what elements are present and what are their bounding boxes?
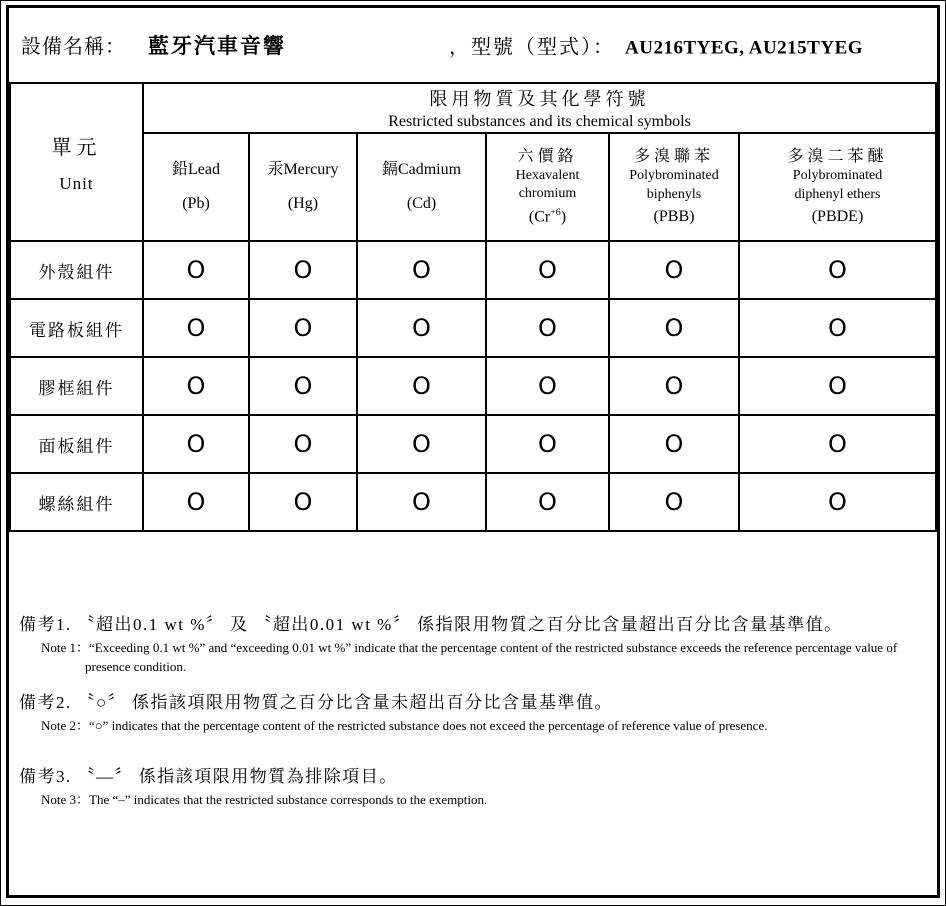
component-label: 螺絲組件 [10,473,143,531]
restricted-substances-header-cell [143,83,936,133]
component-label: 面板組件 [10,415,143,473]
component-label: 外殼組件 [10,241,143,299]
table-row [10,241,936,299]
substance-mark: O [357,299,486,357]
note-2 [19,688,927,736]
substance-mark: O [357,357,486,415]
substance-mark: O [143,241,249,299]
note-3-zh: 備考3. 〝—〞 係指該項限用物質為排除項目。 [19,766,398,786]
rohs-substances-table [9,82,937,532]
substance-mark: O [739,299,936,357]
substance-name-zh: 鎘Cadmium [381,161,462,178]
unit-header-zh: 單元 [51,136,102,159]
substance-mark: O [357,241,486,299]
model-value: AU216TYEG, AU215TYEG [625,37,864,59]
substance-header-lead [143,133,249,241]
notes-section [9,532,937,809]
table-row [10,357,936,415]
substance-mark: O [609,299,739,357]
substance-header-pbde [739,133,936,241]
component-label: 膠框組件 [10,357,143,415]
substance-mark: O [357,473,486,531]
substance-symbol: (Cd) [406,194,437,212]
substance-mark: O [143,473,249,531]
note-1-en: Note 1：“Exceeding 0.1 wt %” and “exceeding 0.01 wt %” indicate that the percentage content of the restricted substance exceeds the reference percentage value of presence condition. [41,640,898,674]
substance-mark: O [486,357,609,415]
note-3 [19,762,927,810]
device-name-label: 設備名稱： [21,36,126,58]
document-header [9,8,937,82]
model-row [449,31,863,60]
substance-mark: O [609,415,739,473]
substance-symbol: (PBDE) [811,207,864,225]
substance-name-zh: 多溴二苯醚 [787,147,888,165]
note-2-zh: 備考2. 〝○〞 係指該項限用物質之百分比含量未超出百分比含量基準值。 [19,692,614,712]
device-name-value: 藍牙汽車音響 [148,34,286,58]
device-name-row [21,30,286,60]
substance-mark: O [739,357,936,415]
unit-header-en: Unit [59,173,94,193]
substance-name-en: biphenyls [646,186,702,202]
substance-name-zh: 多溴聯苯 [633,147,714,165]
substance-mark: O [609,357,739,415]
table-row [10,415,936,473]
substance-name-zh: 六價鉻 [517,147,578,165]
substance-header-mercury [249,133,357,241]
note-1-zh: 備考1. 〝超出0.1 wt %〞 及 〝超出0.01 wt %〞 係指限用物質之百分比含量超出百分比含量基準值。 [19,615,843,634]
note-1 [19,610,927,677]
substance-name-zh: 汞Mercury [267,161,339,178]
substance-symbol: $(Cr^{+6})$ [528,206,567,225]
substance-mark: O [249,415,357,473]
substance-symbol: (Pb) [182,194,210,212]
substance-mark: O [486,299,609,357]
unit-header-cell [10,83,143,241]
substance-mark: O [143,299,249,357]
substance-symbol: (Hg) [287,194,319,212]
substance-name-en: diphenyl ethers [794,186,881,202]
substance-mark: O [486,473,609,531]
substance-mark: O [249,241,357,299]
substance-name-zh: 鉛Lead [172,161,220,178]
substance-mark: O [609,241,739,299]
model-label: ，型號（型式）： [449,36,615,59]
substance-mark: O [357,415,486,473]
substance-mark: O [739,241,936,299]
substance-symbol: (PBB) [653,207,695,225]
substance-header-hexavalent-chromium [486,133,609,241]
substance-header-row [10,133,936,241]
substance-name-en: chromium [518,186,577,202]
substance-mark: O [249,357,357,415]
substance-mark: O [486,241,609,299]
substance-mark: O [609,473,739,531]
substance-mark: O [249,299,357,357]
component-label: 電路板組件 [10,299,143,357]
substance-mark: O [143,357,249,415]
substance-name-en: Polybrominated [792,168,883,184]
note-3-en: Note 3：The “–” indicates that the restricted substance corresponds to the exemption. [41,791,488,807]
substance-mark: O [486,415,609,473]
document-frame [6,5,940,898]
substance-mark: O [739,415,936,473]
substance-header-pbb [609,133,739,241]
substance-mark: O [739,473,936,531]
restricted-header-zh: 限用物質及其化學符號 [429,89,650,109]
substance-mark: O [249,473,357,531]
substance-header-cadmium [357,133,486,241]
table-row [10,473,936,531]
substance-mark: O [143,415,249,473]
restricted-header-en: Restricted substances and its chemical symbols [388,113,691,130]
substance-name-en: Polybrominated [629,168,719,184]
table-row [10,299,936,357]
substance-name-en: Hexavalent [515,168,580,184]
note-2-en: Note 2：“○” indicates that the percentage content of the restricted substance does not exceed the percentage of reference value of presence. [41,717,768,733]
